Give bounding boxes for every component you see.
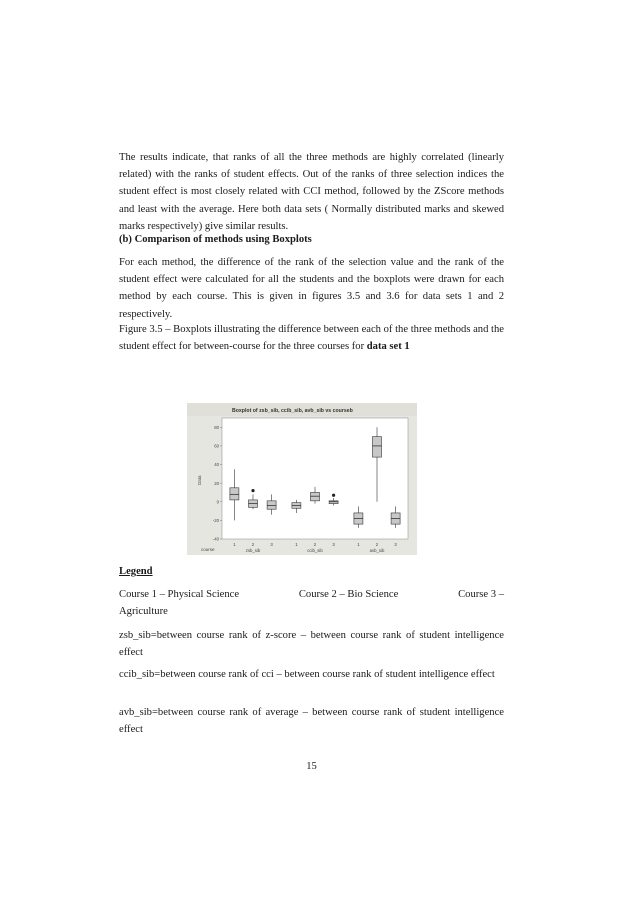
caption-bold: data set 1 [366,341,410,353]
x-tick-label: 2 [251,542,255,547]
caption-text: Figure 3.5 – Boxplots illustrating the difference between each of the three methods and the student effect for between-course for the three courses for [119,324,504,353]
x-tick-label: 3 [270,542,273,547]
legend-def-zsb: zsb_sib=between course rank of z-score – between course rank of student intelligence effect [119,630,504,659]
legend-course-1: Course 1 – Physical Science [119,589,240,600]
box-avb_sib-course-2 [373,437,382,457]
paragraph-method: For each method, the difference of the rank of the selection value and the rank of the student effect were calculated for all the students and the boxplots were drawn for each method by each course. This is given in figures 3.5 and 3.6 for data sets 1 and 2 respectively. [119,257,504,320]
x-axis-course-label: course [201,547,215,552]
box-zsb_sib-course-3 [267,501,276,509]
x-tick-label: 3 [332,542,335,547]
page-number: 15 [306,761,317,772]
y-axis-label: Data [197,475,202,485]
legend-def-avb: avb_sib=between course rank of average – between course rank of student intelligence effect [119,707,504,736]
outlier-point [332,494,335,497]
legend-courses [119,586,504,620]
box-zsb_sib-course-1 [230,488,239,500]
paragraph-results: The results indicate, that ranks of all the three methods are highly correlated (linearly related) with the ranks of student effects. Out of the ranks of three selection indices the student effect is most closely related with CCI method, followed by the ZScore methods and least with the average. Here both data sets ( Normally distributed marks and skewed marks respectively) give similar results. [119,152,504,232]
x-tick-label: 2 [313,542,317,547]
y-tick-label: -20 [212,517,219,523]
group-label: zsb_sib [245,548,261,553]
box-ccib_sib-course-2 [311,492,320,500]
legend-course-2: Course 2 – Bio Science [298,589,399,600]
plot-area [222,418,408,539]
section-heading-b: (b) Comparison of methods using Boxplots [119,234,312,245]
boxplot-figure [187,403,417,555]
x-tick-label: 3 [394,542,397,547]
y-tick-label: 20 [214,480,219,486]
legend-course-3: Course 3 – [458,589,504,600]
x-tick-label: 1 [233,542,236,547]
y-tick-label: 40 [214,462,219,468]
figure-caption [119,321,504,355]
legend-course-3-cont: Agriculture [119,606,168,618]
group-label: ccib_sib [307,548,323,553]
outlier-point [251,489,254,492]
legend-heading: Legend [119,566,153,577]
group-label: avb_sib [369,548,385,553]
y-tick-label: -40 [212,536,219,542]
box-ccib_sib-course-3 [329,501,338,504]
x-tick-label: 1 [295,542,298,547]
legend-def-ccib: ccib_sib=between course rank of cci – between course rank of student intelligence effect [119,669,495,680]
x-tick-label: 2 [375,542,379,547]
y-tick-label: 80 [214,424,219,430]
x-tick-label: 1 [357,542,360,547]
y-tick-label: 0 [216,499,219,505]
y-tick-label: 60 [214,443,219,449]
chart-title: Boxplot of zsb_sib, ccib_sib, avb_sib vs courseb [232,408,353,414]
